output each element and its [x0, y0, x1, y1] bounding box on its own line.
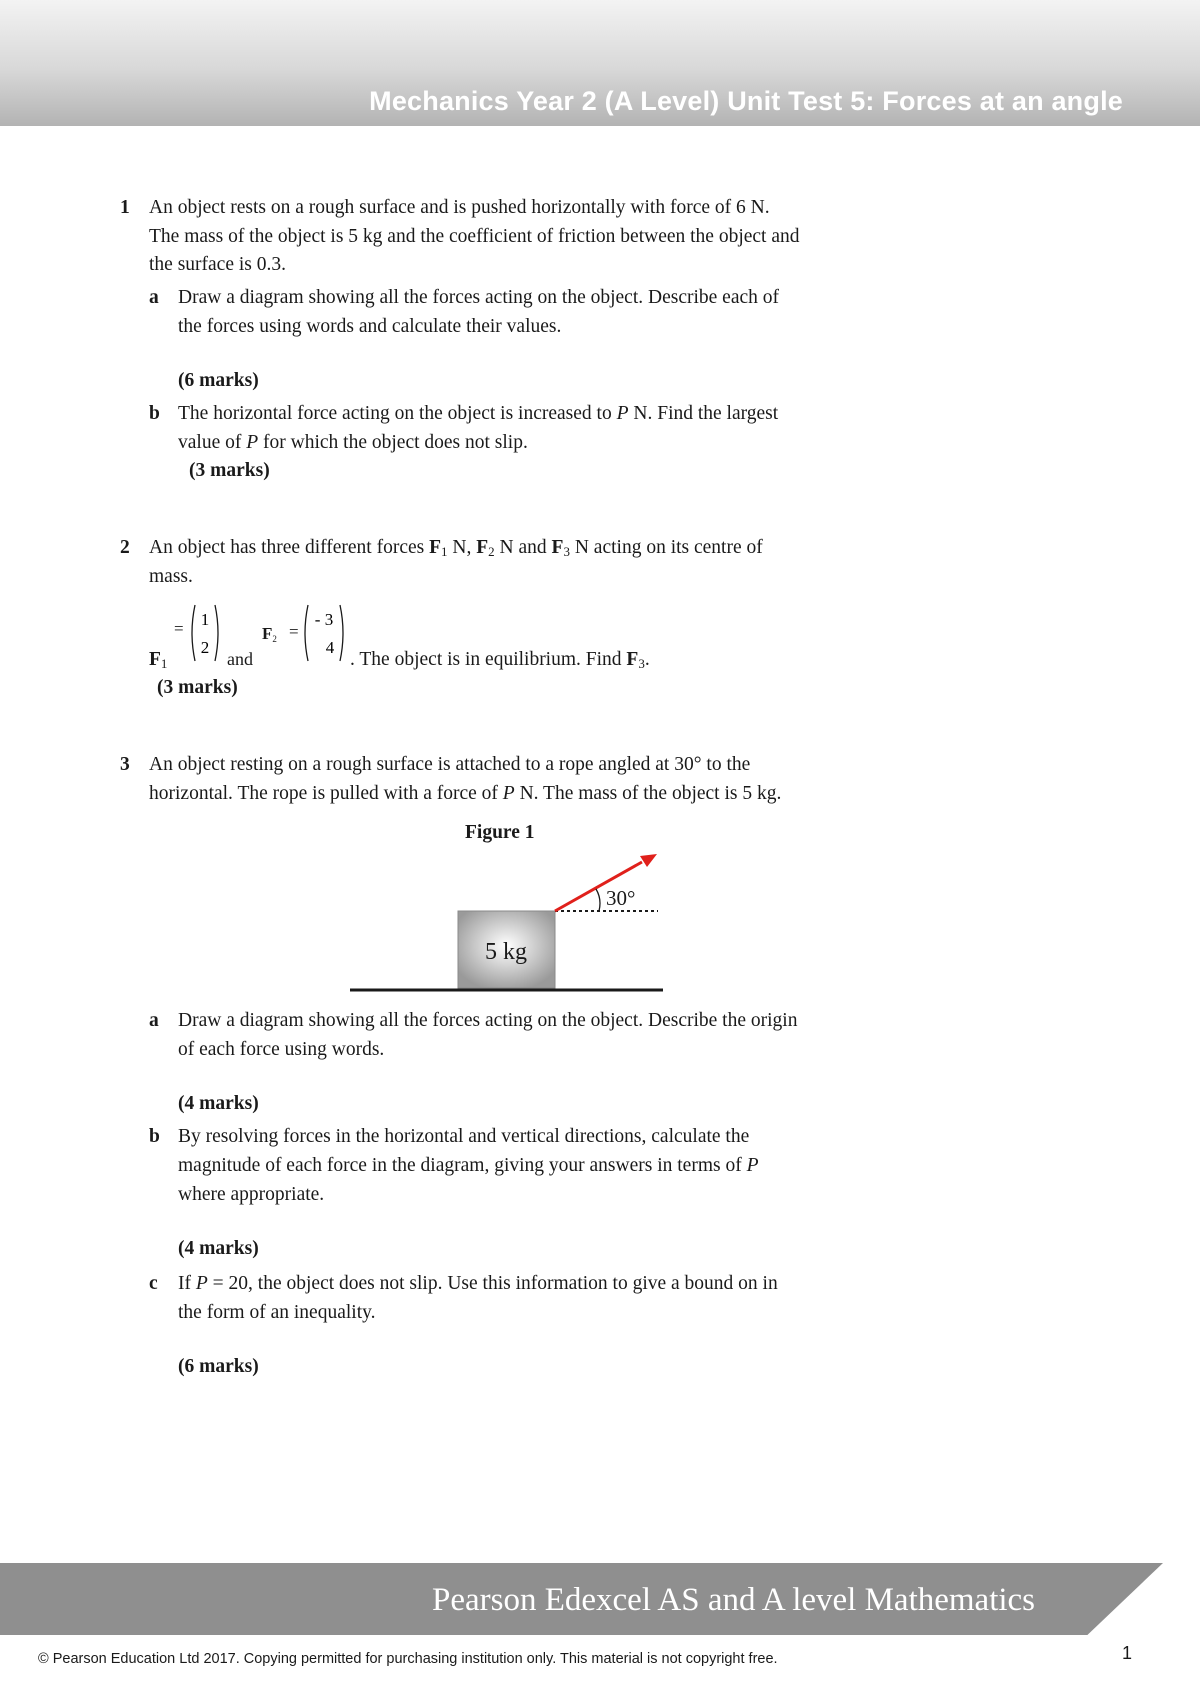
copyright-notice: © Pearson Education Ltd 2017. Copying permitted for purchasing institution only. This material is not copyright free. — [38, 1651, 778, 1667]
question-1a-line: the forces using words and calculate their values. — [178, 316, 562, 337]
question-3b-line: where appropriate. — [178, 1184, 325, 1205]
question-3a-line: Draw a diagram showing all the forces acting on the object. Describe the origin — [178, 1010, 798, 1031]
question-1b-line: value of P for which the object does not slip. — [178, 432, 528, 453]
arrow-head — [640, 854, 657, 867]
question-1-line: the surface is 0.3. — [149, 254, 286, 275]
question-3c-marks: (6 marks) — [178, 1356, 259, 1377]
f1-vector-bottom: 2 — [200, 638, 210, 657]
figure-1-diagram — [350, 845, 670, 995]
f1-column-vector — [187, 603, 223, 663]
f2-vector-top: - 3 — [314, 610, 334, 629]
f2-column-vector — [300, 603, 348, 663]
figure-title: Figure 1 — [465, 822, 535, 843]
question-3c-line: the form of an inequality. — [178, 1302, 376, 1323]
question-2-line: . The object is in equilibrium. Find $F_3$. — [350, 649, 650, 671]
angle-arc — [596, 889, 600, 911]
question-3c-label: c — [149, 1273, 158, 1294]
question-1-line: The mass of the object is 5 kg and the coefficient of friction between the object and — [149, 226, 800, 247]
question-3-number: 3 — [120, 754, 130, 775]
question-1-number: 1 — [120, 197, 130, 218]
mass-label: 5 kg — [485, 939, 527, 965]
question-3b-line: By resolving forces in the horizontal and vertical directions, calculate the — [178, 1126, 750, 1147]
equals-sign: = — [289, 622, 299, 641]
question-3a-label: a — [149, 1010, 159, 1031]
question-2-line: An object has three different forces $F_1$ N, $F_2$ N and $F_3$ N acting on its centre of — [149, 537, 763, 559]
question-1b-line: The horizontal force acting on the object is increased to P N. Find the largest — [178, 403, 779, 424]
question-1a-line: Draw a diagram showing all the forces acting on the object. Describe each of — [178, 287, 780, 308]
footer-title: Pearson Edexcel AS and A level Mathematics — [432, 1582, 1036, 1618]
angle-label: 30° — [606, 886, 636, 910]
question-3-line: horizontal. The rope is pulled with a force of P N. The mass of the object is 5 kg. — [149, 783, 782, 804]
question-1b-label: b — [149, 403, 160, 424]
question-3a-line: of each force using words. — [178, 1039, 385, 1060]
question-1-line: An object rests on a rough surface and is pushed horizontally with force of 6 N. — [149, 197, 770, 218]
question-3b-label: b — [149, 1126, 160, 1147]
f1-label: $F_1$ — [149, 649, 168, 671]
f1-vector-top: 1 — [200, 610, 210, 629]
question-3-line: An object resting on a rough surface is attached to a rope angled at 30° to the — [149, 754, 751, 775]
question-3c-line: If P = 20, the object does not slip. Use this information to give a bound on in — [178, 1273, 778, 1294]
f2-vector-bottom: 4 — [325, 638, 335, 657]
and-word: and — [227, 649, 253, 669]
question-3b-line: magnitude of each force in the diagram, giving your answers in terms of P — [178, 1155, 759, 1176]
question-3a-marks: (4 marks) — [178, 1093, 259, 1114]
f2-label: $F_2$ — [262, 624, 277, 644]
question-1a-marks: (6 marks) — [178, 370, 259, 391]
question-2-marks: (3 marks) — [157, 677, 238, 698]
page-title: Mechanics Year 2 (A Level) Unit Test 5: Forces at an angle — [369, 86, 1123, 116]
question-2-number: 2 — [120, 537, 130, 558]
page-number: 1 — [1121, 1643, 1132, 1663]
question-3b-marks: (4 marks) — [178, 1238, 259, 1259]
question-1b-marks: (3 marks) — [189, 460, 270, 481]
equals-sign: = — [174, 619, 184, 638]
question-1a-label: a — [149, 287, 159, 308]
question-2-line: mass. — [149, 566, 193, 587]
